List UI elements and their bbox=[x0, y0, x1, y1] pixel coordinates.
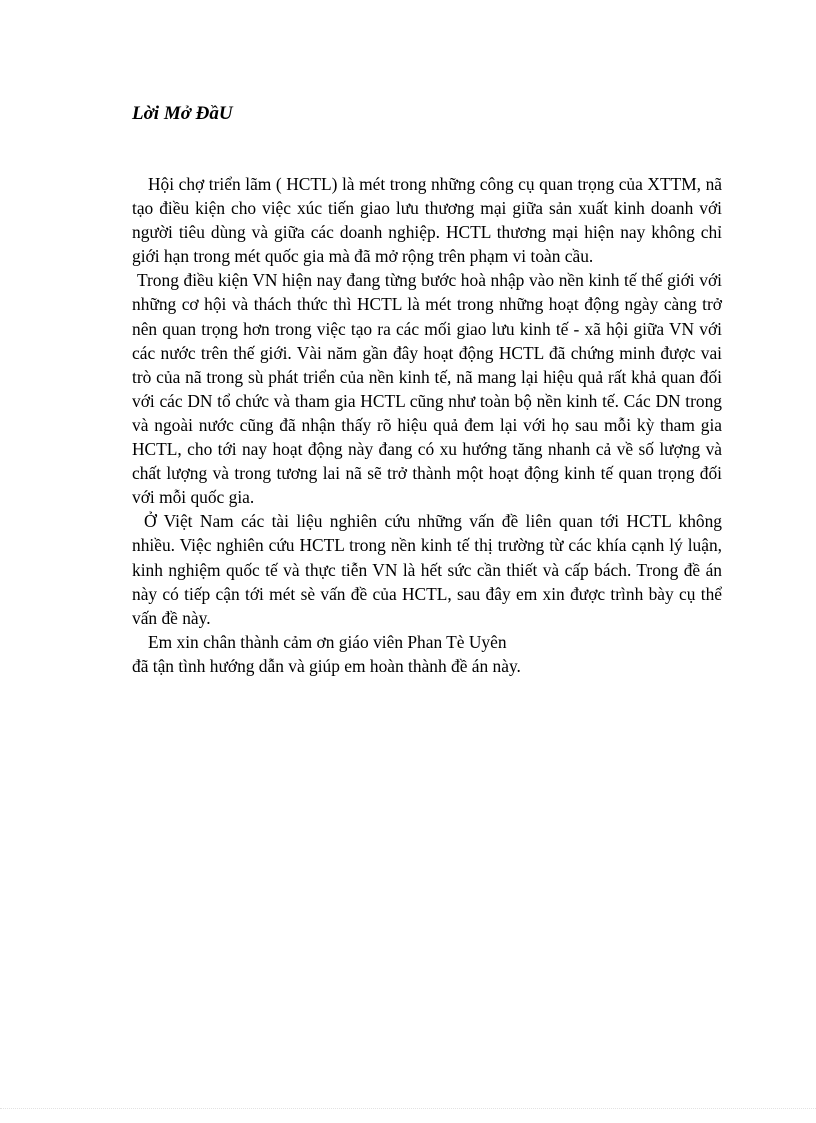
paragraph-context: Trong điều kiện VN hiện nay đang từng bước hoà nhập vào nền kinh tế thế giới với những cơ hội và thách thức thì HCTL là mét trong những hoạt động ngày càng trở nên quan trọng hơn trong việc tạo ra các mối giao lưu kinh tế - xã hội giữa VN với các nước trên thế giới. Vài năm gần đây hoạt động HCTL đã chứng minh được vai trò của nã trong sù phát triển của nền kinh tế, nã mang lại hiệu quả rất khả quan đối với các DN tổ chức và tham gia HCTL cũng như toàn bộ nền kinh tế. Các DN trong và ngoài nước cũng đã nhận thấy rõ hiệu quả đem lại với họ sau mỗi kỳ tham gia HCTL, cho tới nay hoạt động này đang có xu hướng tăng nhanh cả về số lượng và chất lượng và trong tương lai nã sẽ trở thành một hoạt động kinh tế quan trọng đối với mỗi quốc gia. bbox=[132, 270, 722, 508]
paragraph-thanks: Em xin chân thành cảm ơn giáo viên Phan Tè Uyên bbox=[148, 631, 507, 652]
document-title: Lời Mở ĐầU bbox=[132, 103, 233, 124]
paragraph-thanks-continued: đã tận tình hướng dẫn và giúp em hoàn thành đề án này. bbox=[132, 655, 521, 676]
document-body bbox=[132, 172, 722, 678]
paragraph-research: Ở Việt Nam các tài liệu nghiên cứu những vấn đề liên quan tới HCTL không nhiều. Việc nghiên cứu HCTL trong nền kinh tế thị trường từ các khía cạnh lý luận, kinh nghiệm quốc tế và thực tiễn VN là hết sức cần thiết và cấp bách. Trong đề án này có tiếp cận tới mét sè vấn đề của HCTL, sau đây em xin được trình bày cụ thể vấn đề này. bbox=[132, 511, 722, 628]
page-bottom-divider bbox=[0, 1108, 816, 1109]
paragraph-intro: Hội chợ triển lãm ( HCTL) là mét trong những công cụ quan trọng của XTTM, nã tạo điều kiện cho việc xúc tiến giao lưu thương mại giữa sản xuất kinh doanh với người tiêu dùng và giữa các doanh nghiệp. HCTL thương mại hiện nay không chỉ giới hạn trong mét quốc gia mà đã mở rộng trên phạm vi toàn cầu. bbox=[132, 174, 722, 267]
